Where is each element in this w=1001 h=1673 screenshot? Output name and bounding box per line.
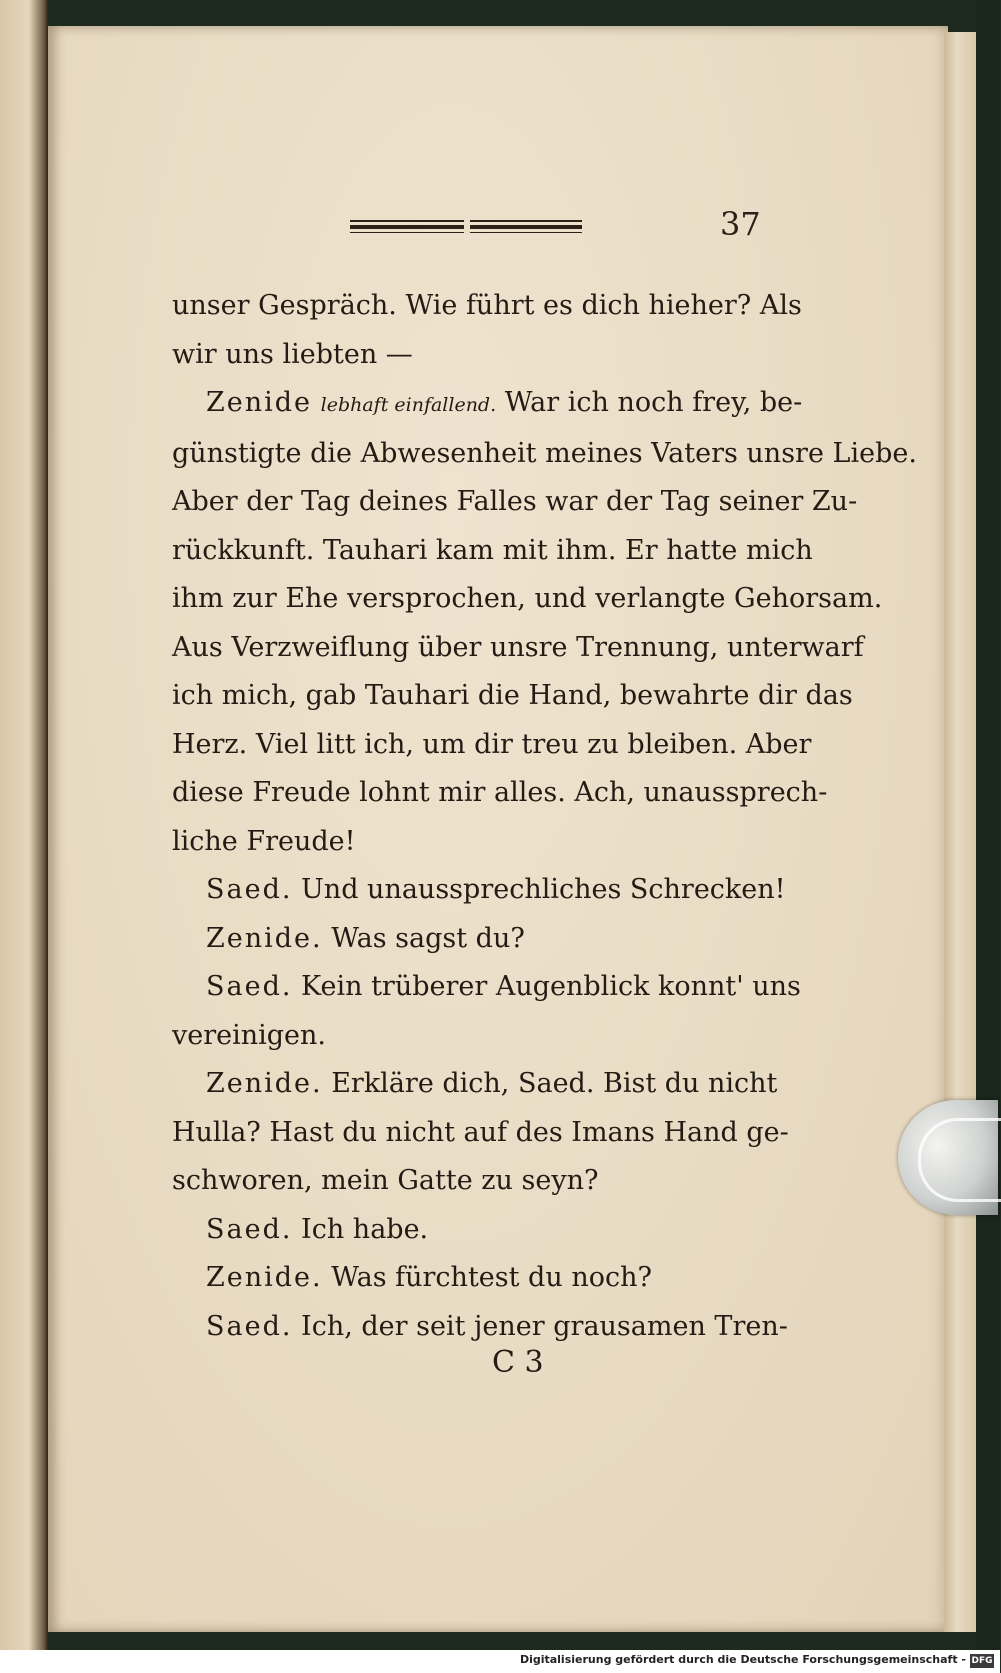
dfg-logo: DFG	[971, 1656, 993, 1666]
text-line	[172, 866, 786, 915]
text-line	[172, 1012, 762, 1061]
speaker-name: Zenide.	[206, 1068, 323, 1099]
speaker-name: Zenide.	[206, 922, 323, 954]
line-text: ich mich, gab Tauhari die Hand, bewahrte dir das	[172, 680, 853, 711]
text-line	[172, 1157, 762, 1206]
page-edge	[944, 32, 976, 1632]
text-line	[172, 1060, 778, 1109]
text-line	[172, 1109, 789, 1158]
speaker-name: Saed.	[206, 1310, 293, 1342]
line-text: schworen, mein Gatte zu seyn?	[172, 1165, 599, 1196]
text-line	[172, 963, 801, 1012]
line-text: diese Freude lohnt mir alles. Ach, unaussprech-	[172, 777, 828, 808]
speaker-name: Saed.	[206, 874, 293, 905]
line-text: unser Gespräch. Wie führt es dich hieher? Als	[172, 290, 802, 321]
line-text: Aber der Tag deines Falles war der Tag seiner Zu-	[172, 486, 858, 517]
text-line	[172, 1303, 788, 1352]
text-line	[172, 430, 917, 479]
page-clip-inner	[918, 1118, 1001, 1202]
digitization-credit: Digitalisierung gefördert durch die Deutsche Forschungsgemeinschaft -	[519, 1653, 966, 1666]
stage-direction: lebhaft einfallend.	[320, 394, 497, 416]
page-number: 37	[720, 205, 761, 243]
line-text: War ich noch frey, be-	[504, 387, 803, 418]
line-text: Hulla? Hast du nicht auf des Imans Hand ge-	[172, 1116, 789, 1148]
line-text: liche Freude!	[172, 825, 356, 857]
speaker-name: Zenide	[206, 387, 313, 418]
line-text: rückkunft. Tauhari kam mit ihm. Er hatte mich	[172, 534, 813, 566]
text-line	[172, 478, 858, 527]
digitization-credit-bar	[0, 1650, 1000, 1673]
line-text: Was fürchtest du noch?	[331, 1262, 652, 1293]
line-text: günstigte die Abwesenheit meines Vaters unsre Liebe.	[172, 437, 917, 469]
speaker-name: Zenide.	[206, 1262, 323, 1293]
line-text: vereinigen.	[172, 1019, 327, 1051]
line-text: ihm zur Ehe versprochen, und verlangte Gehorsam.	[172, 583, 883, 614]
line-text: Ich, der seit jener grausamen Tren-	[301, 1310, 788, 1342]
speaker-name: Saed.	[206, 971, 293, 1002]
line-text: wir uns liebten —	[172, 338, 413, 370]
text-line	[172, 1254, 762, 1303]
text-line	[172, 672, 853, 721]
text-line	[172, 769, 828, 818]
book-gutter	[0, 0, 48, 1650]
line-text: Aus Verzweiflung über unsre Trennung, unterwarf	[172, 631, 864, 663]
text-line	[172, 624, 864, 673]
text-line	[172, 915, 762, 964]
line-text: Herz. Viel litt ich, um dir treu zu bleiben. Aber	[172, 728, 812, 760]
text-line	[172, 1206, 762, 1255]
header-rule	[350, 220, 582, 234]
page-body-text	[172, 282, 917, 1351]
line-text: Ich habe.	[301, 1213, 429, 1245]
line-text: Erkläre dich, Saed. Bist du nicht	[331, 1068, 778, 1099]
text-line	[172, 527, 813, 576]
text-line	[172, 379, 803, 430]
printer-signature: C 3	[492, 1345, 544, 1380]
line-text: Und unaussprechliches Schrecken!	[301, 874, 786, 905]
text-line	[172, 282, 802, 331]
text-line	[172, 818, 762, 867]
speaker-name: Saed.	[206, 1213, 293, 1245]
line-text: Was sagst du?	[331, 922, 525, 954]
scan-background	[976, 0, 1000, 1650]
text-line	[172, 721, 812, 770]
text-line	[172, 575, 883, 624]
line-text: Kein trüberer Augenblick konnt' uns	[301, 971, 801, 1002]
text-line	[172, 331, 762, 380]
